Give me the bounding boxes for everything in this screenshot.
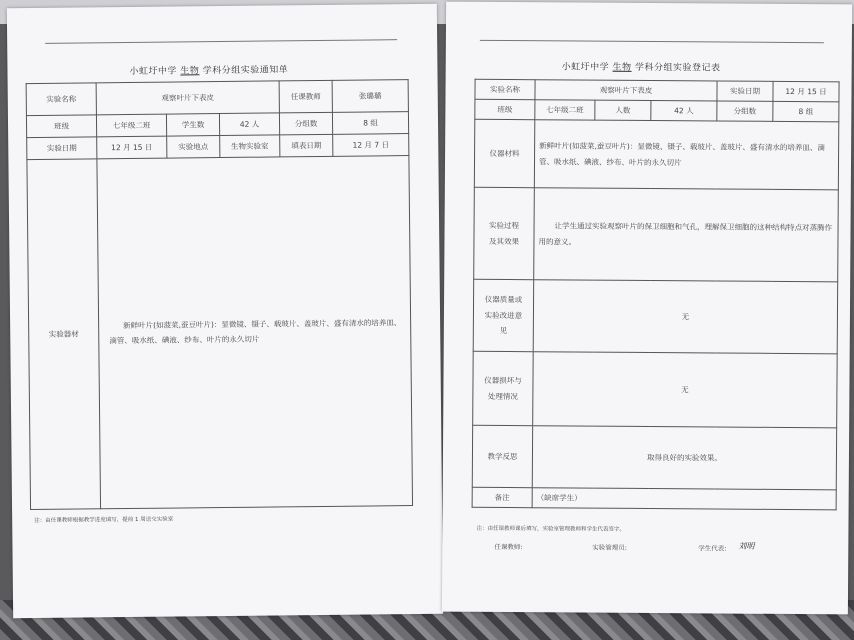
signature-manager-label: 实验管理员: — [592, 543, 628, 552]
school-name: 小虹圩中学 — [561, 62, 610, 73]
materials-value: 新鲜叶片(如菠菜,蚕豆叶片)：显微镜、镊子、载玻片、盖玻片、盛有清水的培养皿、滴管、吸水纸、碘液、纱布、叶片的永久切片 — [97, 156, 413, 509]
subject-name: 生物 — [612, 62, 632, 73]
place-value: 生物实验室 — [220, 135, 280, 158]
label-students: 学生数 — [166, 114, 219, 137]
label-remark: 备注 — [472, 487, 532, 507]
label-class: 班级 — [475, 99, 535, 119]
class-value: 七年级二班 — [96, 114, 166, 137]
register-table — [472, 79, 840, 511]
label-groups: 分组数 — [279, 112, 332, 135]
process-value: 让学生通过实验观察叶片的保卫细胞和气孔，理解保卫细胞的这种结构特点对蒸腾作用的意义。 — [534, 188, 839, 282]
remark-value: （缺席学生） — [532, 488, 836, 510]
header-rule — [45, 39, 397, 44]
reflection-value: 取得良好的实验效果。 — [532, 426, 836, 490]
experiment-date: 12 月 15 日 — [773, 81, 839, 101]
damage-value: 无 — [533, 352, 838, 428]
label-experiment-name: 实验名称 — [26, 83, 96, 116]
school-name: 小虹圩中学 — [129, 66, 178, 77]
fill-date-value: 12 月 7 日 — [333, 134, 409, 157]
experiment-name: 观察叶片下表皮 — [96, 81, 279, 115]
notice-table — [26, 79, 413, 510]
register-footnote: 注：由任课教师课后填写，实验室管理教师和学生代表签字。 — [476, 525, 625, 533]
label-process: 实验过程及其效果 — [474, 187, 535, 279]
label-reflection: 教学反思 — [472, 425, 532, 487]
class-value: 七年级二班 — [535, 100, 595, 120]
notice-footnote: 注：由任课教师根据教学进度填写，提前 1 周送交实验室 — [34, 516, 174, 525]
label-experiment-date: 实验日期 — [717, 81, 773, 101]
student-signature: 刘明 — [738, 541, 755, 551]
label-materials: 仪器材料 — [474, 119, 534, 187]
label-damage: 仪器损坏与处理情况 — [473, 351, 534, 425]
signature-teacher-label: 任课教师: — [494, 542, 523, 552]
form-name: 学科分组实验通知单 — [202, 65, 289, 77]
experiment-name: 观察叶片下表皮 — [535, 80, 717, 101]
label-people: 人数 — [595, 100, 651, 120]
label-place: 实验地点 — [167, 136, 220, 159]
label-teacher: 任课教师 — [279, 80, 332, 113]
subject-name: 生物 — [180, 66, 200, 77]
label-quality: 仪器质量或实验改进意见 — [473, 279, 534, 351]
quality-value: 无 — [533, 280, 838, 354]
groups-value: 8 组 — [332, 112, 408, 135]
teacher-name: 张璐璐 — [332, 80, 408, 113]
label-fill-date: 填表日期 — [280, 134, 333, 157]
signature-student-label: 学生代表: — [698, 544, 727, 553]
register-title — [562, 59, 721, 73]
label-date: 实验日期 — [27, 137, 97, 160]
date-value: 12 月 15 日 — [97, 136, 167, 159]
notice-sheet — [7, 4, 443, 618]
people-value: 42 人 — [651, 101, 717, 121]
register-sheet — [442, 2, 852, 615]
label-class: 班级 — [26, 115, 96, 138]
groups-value: 8 组 — [773, 101, 839, 121]
label-materials: 实验器材 — [27, 159, 101, 510]
students-value: 42 人 — [219, 113, 279, 136]
notice-title — [129, 62, 288, 77]
label-experiment-name: 实验名称 — [475, 79, 535, 99]
label-groups: 分组数 — [717, 101, 773, 121]
header-rule — [480, 40, 824, 43]
materials-value: 新鲜叶片(如菠菜,蚕豆叶片)：显微镜、镊子、载玻片、盖玻片、盛有清水的培养皿、滴管、吸水纸、碘液、纱布、叶片的永久切片 — [534, 120, 838, 190]
form-name: 学科分组实验登记表 — [634, 62, 721, 74]
